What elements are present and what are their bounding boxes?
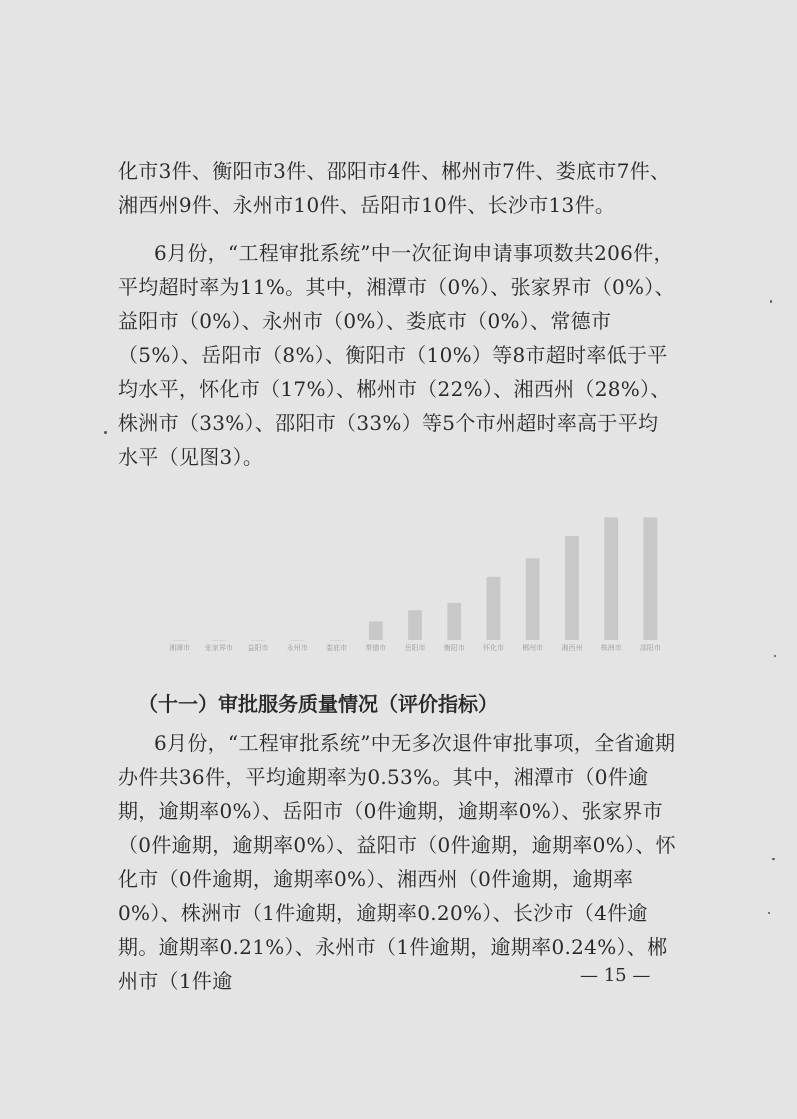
- chart-bar: [408, 610, 422, 640]
- chart-bar: [644, 517, 658, 640]
- chart-x-tick-label: 怀化市: [482, 644, 504, 652]
- paragraph-3: 6月份，“工程审批系统”中无多次退件审批事项，全省逾期办件共36件，平均逾期率为0.53%。其中，湘潭市（0件逾期，逾期率0%）、岳阳市（0件逾期，逾期率0%）、张家界市（0件逾期，逾期率0%）、益阳市（0件逾期，逾期率0%）、怀化市（0件逾期，逾期率0%）、湘西州（0件逾期，逾期率0%）、株洲市（1件逾期，逾期率0.20%）、长沙市（4件逾期。逾期率0.21%）、永州市（1件逾期，逾期率0.24%）、郴州市（1件逾: [118, 731, 676, 993]
- chart-bar: [330, 640, 344, 641]
- chart-x-tick-label: 娄底市: [326, 644, 348, 652]
- chart-bar: [251, 640, 265, 641]
- page-number: — 15 —: [580, 965, 651, 986]
- chart-svg: [150, 505, 680, 675]
- chart-bar: [290, 640, 304, 641]
- chart-bar: [487, 577, 501, 640]
- chart-x-tick-label: 株洲市: [600, 644, 622, 652]
- scan-speck: [772, 858, 775, 860]
- chart-x-tick-label: 湘西州: [561, 644, 583, 652]
- chart-bar: [212, 640, 226, 641]
- chart-bar: [173, 640, 187, 641]
- scan-speck: [770, 300, 772, 303]
- chart-bar: [447, 603, 461, 640]
- chart-x-tick-label: 邵阳市: [639, 644, 661, 652]
- chart-x-tick-label: 益阳市: [247, 644, 269, 652]
- scan-speck: [774, 655, 776, 657]
- scan-speck: [768, 912, 770, 914]
- section-heading: （十一）审批服务质量情况（评价指标）: [138, 692, 498, 716]
- chart-x-tick-label: 岳阳市: [404, 644, 426, 652]
- chart-bar: [565, 536, 579, 640]
- chart-x-tick-label: 常德市: [365, 644, 387, 652]
- chart-x-tick-label: 郴州市: [522, 644, 544, 652]
- chart-bar: [604, 517, 618, 640]
- chart-bar: [369, 621, 383, 640]
- chart-x-tick-label: 衡阳市: [443, 644, 465, 652]
- faded-bar-chart: [150, 505, 680, 675]
- chart-x-tick-label: 张家界市: [204, 644, 233, 652]
- chart-x-tick-label: 湘潭市: [169, 644, 191, 652]
- paragraph-2: 6月份，“工程审批系统”中一次征询申请事项数共206件，平均超时率为11%。其中，湘潭市（0%）、张家界市（0%）、益阳市（0%）、永州市（0%）、娄底市（0%）、常德市（5%）、岳阳市（8%）、衡阳市（10%）等8市超时率低于平均水平，怀化市（17%）、郴州市（22%）、湘西州（28%）、株洲市（33%）、邵阳市（33%）等5个市州超时率高于平均水平（见图3）。: [118, 241, 675, 469]
- scan-speck: [104, 431, 107, 434]
- paragraph-1: 化市3件、衡阳市3件、邵阳市4件、郴州市7件、娄底市7件、湘西州9件、永州市10件、岳阳市10件、长沙市13件。: [118, 159, 671, 217]
- chart-bar: [526, 558, 540, 640]
- chart-x-tick-label: 永州市: [286, 644, 308, 652]
